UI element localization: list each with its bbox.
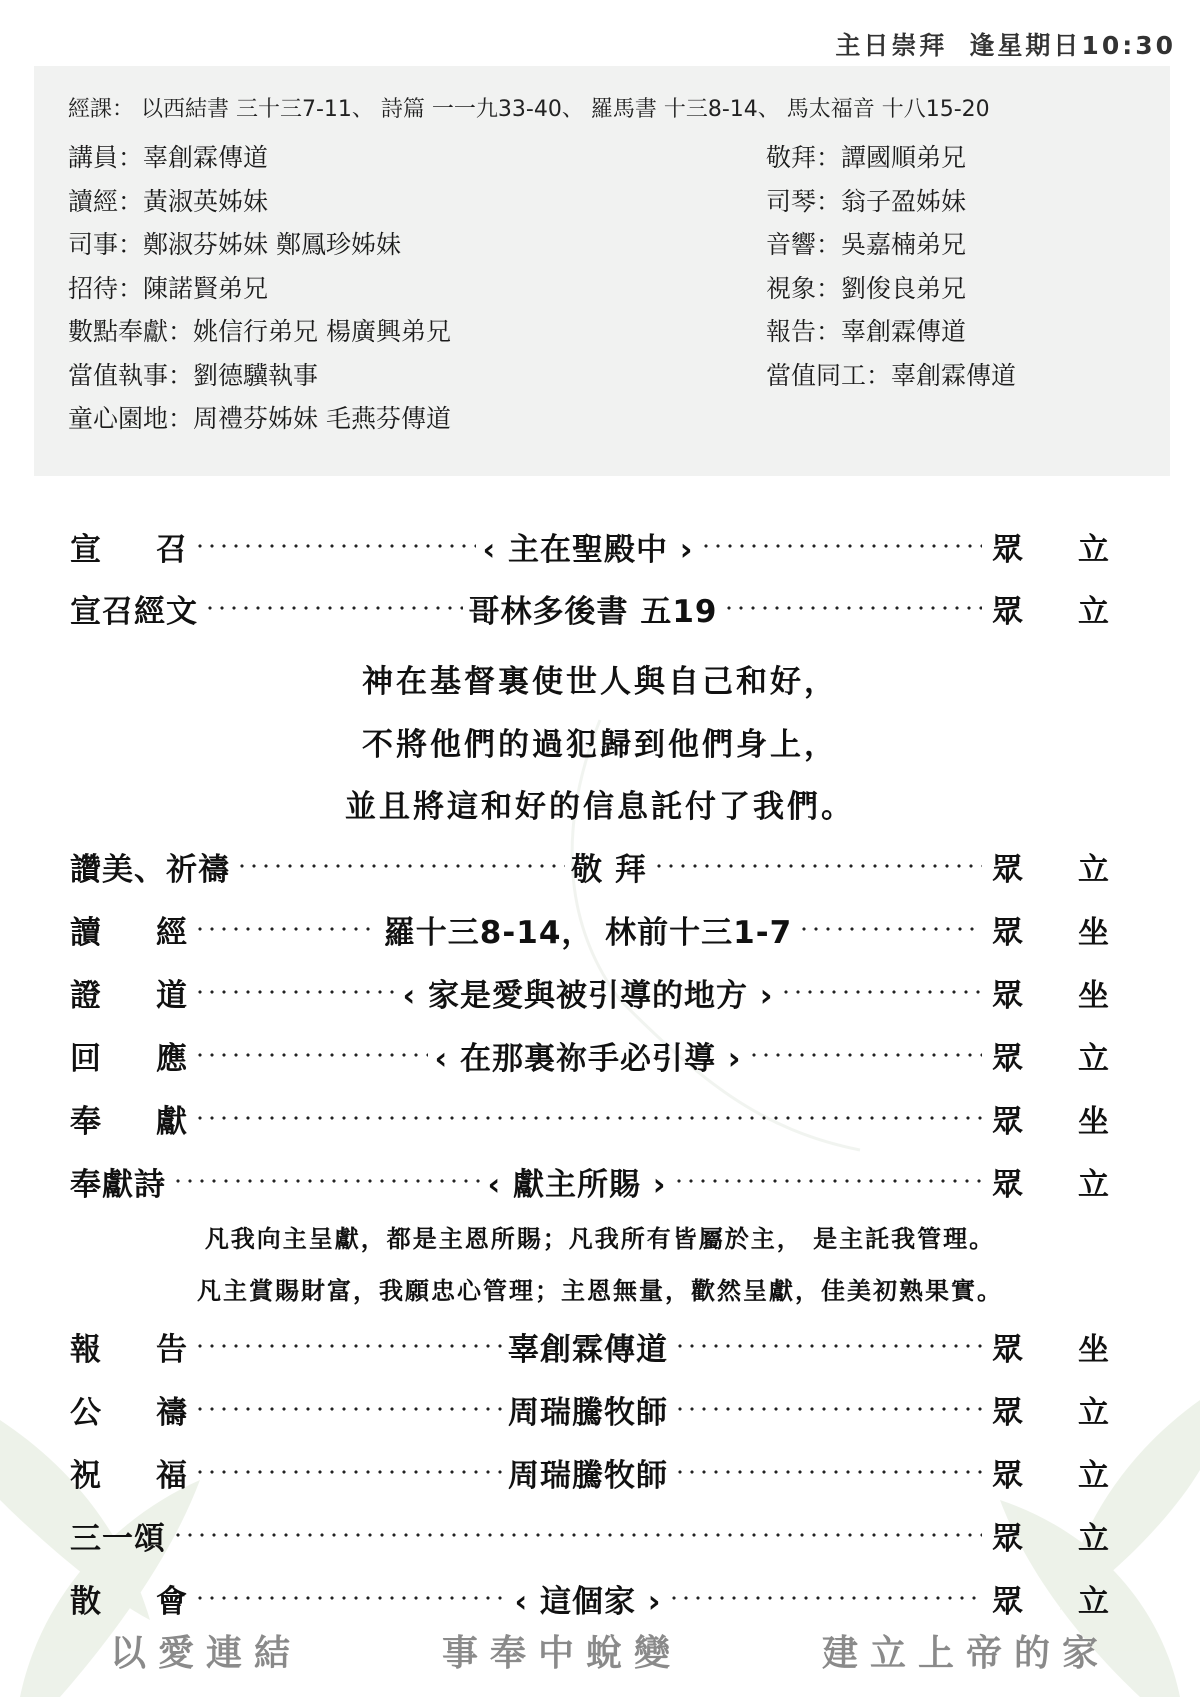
item-name: 讚美、祈禱 bbox=[70, 851, 230, 888]
slogan-2: 事奉中蛻變 bbox=[441, 1633, 682, 1674]
item-detail: ‹ 主在聖殿中 › bbox=[482, 531, 694, 568]
program-row-doxology bbox=[70, 1509, 1110, 1561]
program-row-offering bbox=[70, 1092, 1110, 1144]
item-detail: ‹ 獻主所賜 › bbox=[487, 1166, 667, 1203]
item-name: 散 會 bbox=[70, 1583, 188, 1620]
info-panel bbox=[34, 66, 1170, 476]
posture: 眾 坐 bbox=[992, 914, 1110, 951]
program-row-response bbox=[70, 1029, 1110, 1081]
staff-sound: 音響：吳嘉楠弟兄 bbox=[766, 230, 967, 259]
item-detail: ‹ 家是愛與被引導的地方 › bbox=[402, 977, 774, 1014]
staff-scripture-reader: 讀經：黃淑英姊妹 bbox=[68, 186, 269, 216]
staff-offering-count: 數點奉獻：姚信行弟兄 楊廣興弟兄 bbox=[68, 317, 451, 346]
program-row-benediction bbox=[70, 1446, 1110, 1498]
lectionary-readings: 經課： 以西結書 三十三7-11、 詩篇 一一九33-40、 羅馬書 十三8-14、 馬太福音 十八15-20 bbox=[68, 97, 990, 122]
service-name: 主日崇拜 bbox=[835, 31, 948, 60]
item-name: 宣 召 bbox=[70, 531, 188, 568]
staff-ushers: 司事：鄭淑芬姊妹 鄭鳳珍姊妹 bbox=[68, 230, 401, 259]
staff-speaker: 講員：辜創霖傳道 bbox=[68, 143, 269, 172]
posture: 眾 坐 bbox=[992, 1103, 1110, 1140]
item-name: 讀 經 bbox=[70, 914, 188, 951]
staff-list-left bbox=[68, 136, 451, 441]
staff-duty-deacon: 當值執事：劉德驥執事 bbox=[68, 360, 319, 390]
posture: 眾 立 bbox=[992, 1394, 1110, 1431]
program-row-call-scripture bbox=[70, 582, 1110, 634]
program-row-reading bbox=[70, 903, 1110, 955]
item-name: 證 道 bbox=[70, 977, 188, 1014]
footer-slogan bbox=[110, 1625, 1110, 1676]
verse-line-3: 並且將這和好的信息託付了我們。 bbox=[345, 789, 855, 825]
staff-children: 童心園地：周禮芬姊妹 毛燕芬傳道 bbox=[68, 404, 451, 433]
item-name: 回 應 bbox=[70, 1040, 188, 1077]
item-detail: 辜創霖傳道 bbox=[508, 1331, 668, 1368]
posture: 眾 坐 bbox=[992, 977, 1111, 1014]
slogan-3: 建立上帝的家 bbox=[821, 1633, 1110, 1674]
item-name: 公 禱 bbox=[70, 1394, 188, 1431]
staff-announcements: 報告：辜創霖傳道 bbox=[766, 317, 967, 346]
staff-pianist: 司琴：翁子盈姊妹 bbox=[766, 186, 967, 216]
staff-greeter: 招待：陳諾賢弟兄 bbox=[68, 273, 269, 303]
item-detail: 周瑞騰牧師 bbox=[508, 1457, 668, 1494]
offering-lyric-line-2: 凡主賞賜財富，我願忠心管理；主恩無量，歡然呈獻，佳美初熟果實。 bbox=[197, 1277, 1003, 1305]
program-row-prayer bbox=[70, 1383, 1110, 1435]
verse-line-1: 神在基督裏使世人與自己和好， bbox=[362, 664, 838, 700]
program-row-dismissal bbox=[70, 1572, 1110, 1624]
staff-worship: 敬拜：譚國順弟兄 bbox=[766, 143, 967, 172]
verse-line-2: 不將他們的過犯歸到他們身上， bbox=[362, 727, 838, 763]
item-detail: 敬 拜 bbox=[571, 851, 647, 888]
staff-visual: 視象：劉俊良弟兄 bbox=[766, 273, 967, 303]
posture: 眾 立 bbox=[992, 1166, 1111, 1203]
offering-lyric-line-1: 凡我向主呈獻，都是主恩所賜；凡我所有皆屬於主， 是主託我管理。 bbox=[204, 1225, 996, 1253]
program-row-call bbox=[70, 520, 1110, 572]
staff-duty-worker: 當值同工：辜創霖傳道 bbox=[766, 360, 1017, 390]
service-header bbox=[813, 26, 1176, 62]
posture: 眾 立 bbox=[992, 851, 1111, 888]
item-name: 報 告 bbox=[70, 1331, 188, 1368]
posture: 眾 立 bbox=[992, 1040, 1111, 1077]
program-row-praise bbox=[70, 840, 1110, 892]
program-row-sermon bbox=[70, 966, 1110, 1018]
item-detail: 周瑞騰牧師 bbox=[508, 1394, 668, 1431]
staff-list-right bbox=[766, 136, 1016, 397]
program-row-offering-hymn bbox=[70, 1155, 1110, 1207]
program-row-announcements bbox=[70, 1320, 1110, 1372]
item-name: 奉 獻 bbox=[70, 1103, 188, 1140]
posture: 眾 立 bbox=[992, 1520, 1110, 1557]
item-detail: 羅十三8-14， 林前十三1-7 bbox=[383, 914, 793, 951]
item-name: 宣召經文 bbox=[70, 593, 198, 630]
item-detail: ‹ 在那裏祢手必引導 › bbox=[434, 1040, 742, 1077]
slogan-1: 以愛連結 bbox=[110, 1633, 303, 1674]
posture: 眾 坐 bbox=[992, 1331, 1110, 1368]
posture: 眾 立 bbox=[992, 1457, 1110, 1494]
service-time: 逢星期日10:30 bbox=[969, 31, 1176, 60]
posture: 眾 立 bbox=[992, 1583, 1111, 1620]
item-detail: 哥林多後書 五19 bbox=[468, 593, 718, 630]
item-name: 祝 福 bbox=[70, 1457, 188, 1494]
item-name: 奉獻詩 bbox=[70, 1166, 166, 1203]
posture: 眾 立 bbox=[992, 531, 1111, 568]
item-detail: ‹ 這個家 › bbox=[514, 1583, 662, 1620]
posture: 眾 立 bbox=[992, 593, 1110, 630]
item-name: 三一頌 bbox=[70, 1520, 166, 1557]
